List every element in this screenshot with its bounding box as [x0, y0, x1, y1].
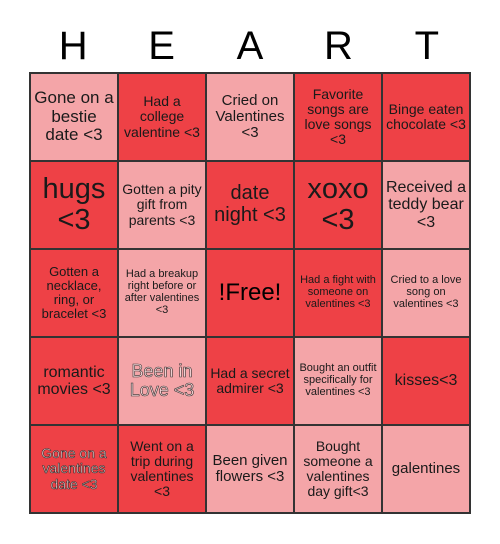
- cell-text: Been in Love <3: [129, 360, 195, 400]
- bingo-cell[interactable]: [294, 161, 382, 249]
- cell-text: Had a college valentine <3: [124, 93, 200, 140]
- bingo-cell[interactable]: [294, 425, 382, 513]
- bingo-cell[interactable]: [206, 73, 294, 161]
- header-letter-e: E: [148, 24, 175, 68]
- bingo-cell[interactable]: [30, 249, 118, 337]
- bingo-cell[interactable]: [382, 161, 470, 249]
- cell-text: Bought someone a valentines day gift<3: [303, 437, 373, 500]
- bingo-cell[interactable]: [118, 73, 206, 161]
- cell-text: Cried on Valentines <3: [215, 91, 285, 142]
- cell-text: Binge eaten chocolate <3: [386, 100, 466, 132]
- header-letter-t: T: [414, 24, 440, 68]
- bingo-cell[interactable]: [382, 249, 470, 337]
- bingo-cell[interactable]: [118, 249, 206, 337]
- cell-text: Gone on a valentines date <3: [41, 445, 107, 492]
- cell-text: romantic movies <3: [37, 363, 111, 398]
- cell-text: Gone on a bestie date <3: [34, 88, 114, 145]
- cell-text: Cried to a love song on valentines <3: [390, 274, 462, 310]
- cell-text: xoxo <3: [307, 172, 369, 236]
- bingo-cell[interactable]: [294, 73, 382, 161]
- cell-text: Favorite songs are love songs <3: [304, 85, 372, 148]
- bingo-cell[interactable]: [30, 337, 118, 425]
- header-letter-h: H: [58, 24, 88, 68]
- cell-text: galentines: [391, 459, 461, 477]
- bingo-cell[interactable]: [118, 337, 206, 425]
- cell-text: Gotten a necklace, ring, or bracelet <3: [41, 263, 107, 322]
- cell-text: Gotten a pity gift from parents <3: [122, 181, 202, 228]
- bingo-cell[interactable]: [30, 161, 118, 249]
- cell-text: date night <3: [214, 182, 286, 226]
- bingo-cell[interactable]: [382, 425, 470, 513]
- bingo-cell[interactable]: [206, 161, 294, 249]
- bingo-cell[interactable]: [382, 337, 470, 425]
- bingo-board: [29, 72, 471, 514]
- bingo-cell[interactable]: [206, 425, 294, 513]
- cell-text: hugs <3: [42, 172, 106, 236]
- cell-text: Had a fight with someone on valentines <3: [300, 274, 376, 310]
- bingo-cell[interactable]: [118, 161, 206, 249]
- bingo-cell[interactable]: [30, 425, 118, 513]
- bingo-cell[interactable]: [294, 249, 382, 337]
- cell-text: Went on a trip during valentines <3: [130, 437, 194, 500]
- bingo-header: [29, 22, 471, 70]
- cell-text: Bought an outfit specifically for valentines <3: [299, 362, 377, 398]
- bingo-cell[interactable]: [294, 337, 382, 425]
- bingo-cell[interactable]: [206, 337, 294, 425]
- header-letter-r: R: [323, 24, 353, 68]
- bingo-cell[interactable]: [382, 73, 470, 161]
- cell-text: kisses<3: [394, 372, 458, 390]
- cell-text: Had a breakup right before or after valentines <3: [124, 268, 200, 316]
- free-space[interactable]: [206, 249, 294, 337]
- cell-text: Been given flowers <3: [212, 451, 288, 485]
- free-space-label: !Free!: [218, 279, 282, 307]
- header-letter-a: A: [236, 24, 264, 68]
- bingo-cell[interactable]: [118, 425, 206, 513]
- cell-text: Received a teddy bear <3: [385, 179, 467, 231]
- cell-text: Had a secret admirer <3: [210, 364, 290, 396]
- bingo-cell[interactable]: [30, 73, 118, 161]
